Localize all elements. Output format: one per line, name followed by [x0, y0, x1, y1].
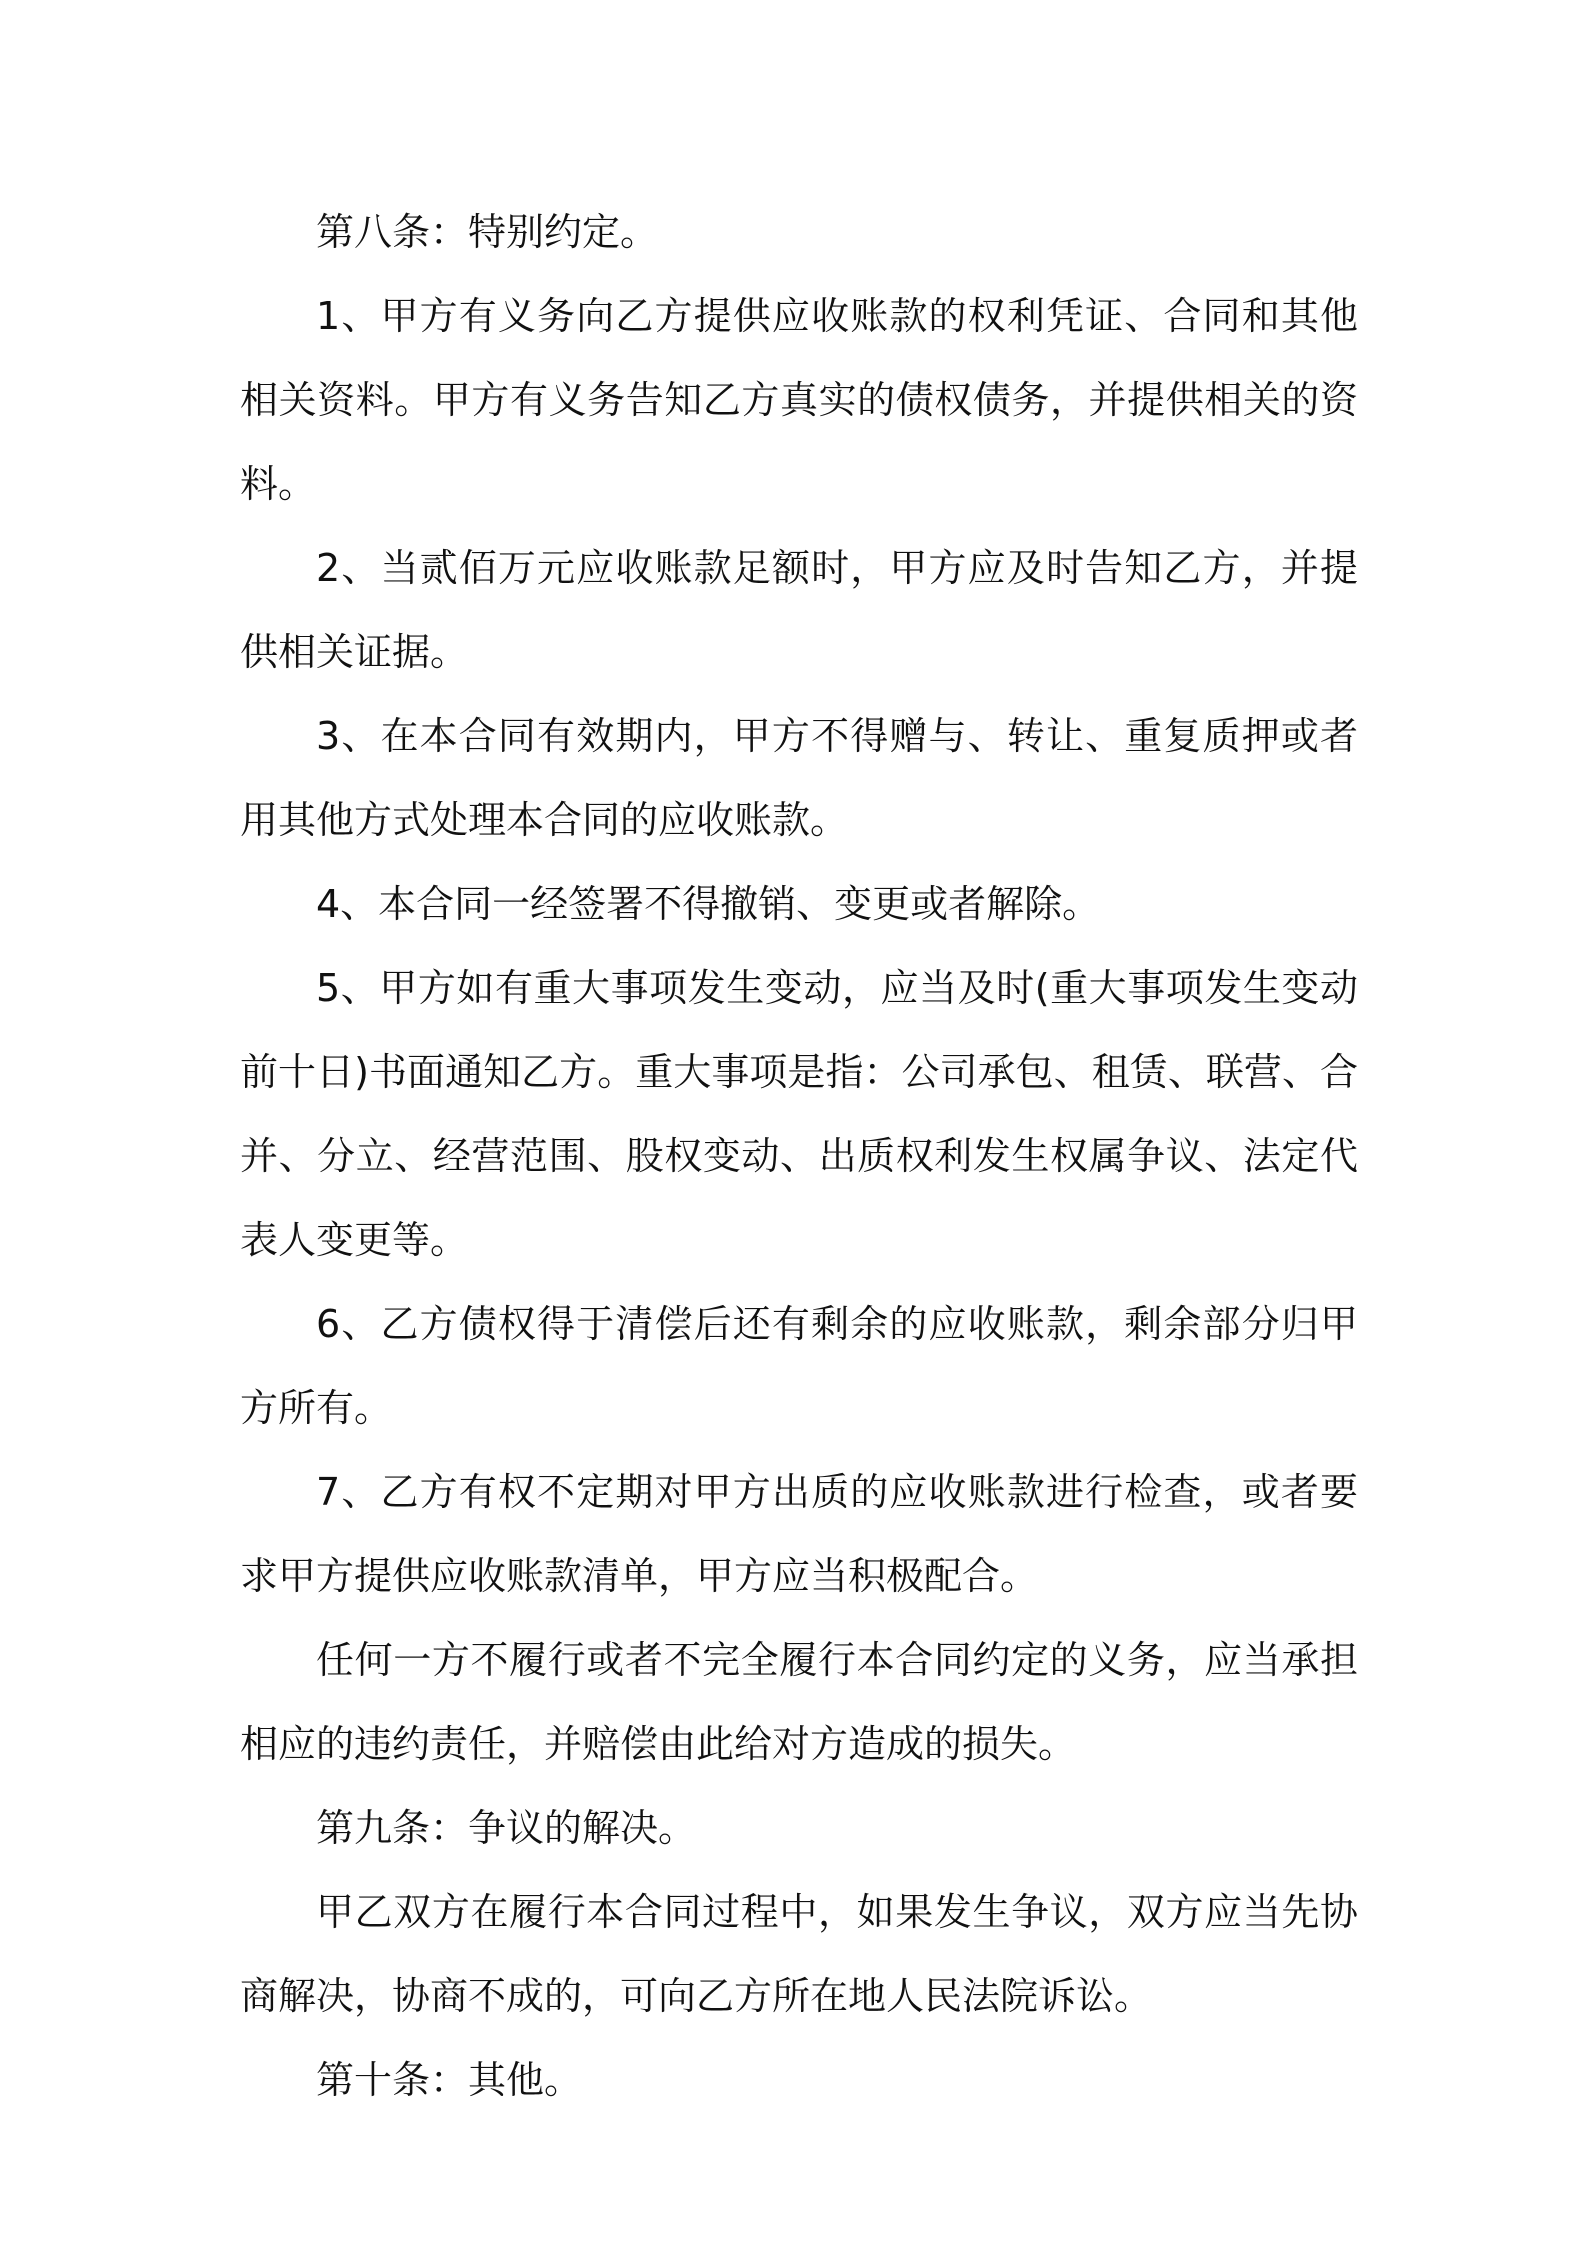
clause-1: 1、甲方有义务向乙方提供应收账款的权利凭证、合同和其他相关资料。甲方有义务告知乙方真实的债权债务，并提供相关的资料。 — [240, 294, 1358, 506]
clause-4: 4、本合同一经签署不得撤销、变更或者解除。 — [316, 882, 1101, 926]
clause-5: 5、甲方如有重大事项发生变动，应当及时(重大事项发生变动前十日)书面通知乙方。重大事项是指：公司承包、租赁、联营、合并、分立、经营范围、股权变动、出质权利发生权属争议、法定代表人变更等。 — [240, 966, 1358, 1262]
article-10-heading: 第十条：其他。 — [316, 2058, 583, 2102]
clause-3: 3、在本合同有效期内，甲方不得赠与、转让、重复质押或者用其他方式处理本合同的应收账款。 — [240, 714, 1358, 842]
clause-7: 7、乙方有权不定期对甲方出质的应收账款进行检查，或者要求甲方提供应收账款清单，甲方应当积极配合。 — [240, 1470, 1358, 1598]
article-8-heading: 第八条：特别约定。 — [316, 210, 659, 254]
breach-liability-paragraph: 任何一方不履行或者不完全履行本合同约定的义务，应当承担相应的违约责任，并赔偿由此给对方造成的损失。 — [240, 1638, 1358, 1766]
dispute-resolution-paragraph: 甲乙双方在履行本合同过程中，如果发生争议，双方应当先协商解决，协商不成的，可向乙方所在地人民法院诉讼。 — [240, 1890, 1358, 2018]
clause-6: 6、乙方债权得于清偿后还有剩余的应收账款，剩余部分归甲方所有。 — [240, 1302, 1358, 1430]
document-body — [240, 190, 1358, 2122]
article-9-heading: 第九条：争议的解决。 — [316, 1806, 697, 1850]
clause-2: 2、当贰佰万元应收账款足额时，甲方应及时告知乙方，并提供相关证据。 — [240, 546, 1358, 674]
